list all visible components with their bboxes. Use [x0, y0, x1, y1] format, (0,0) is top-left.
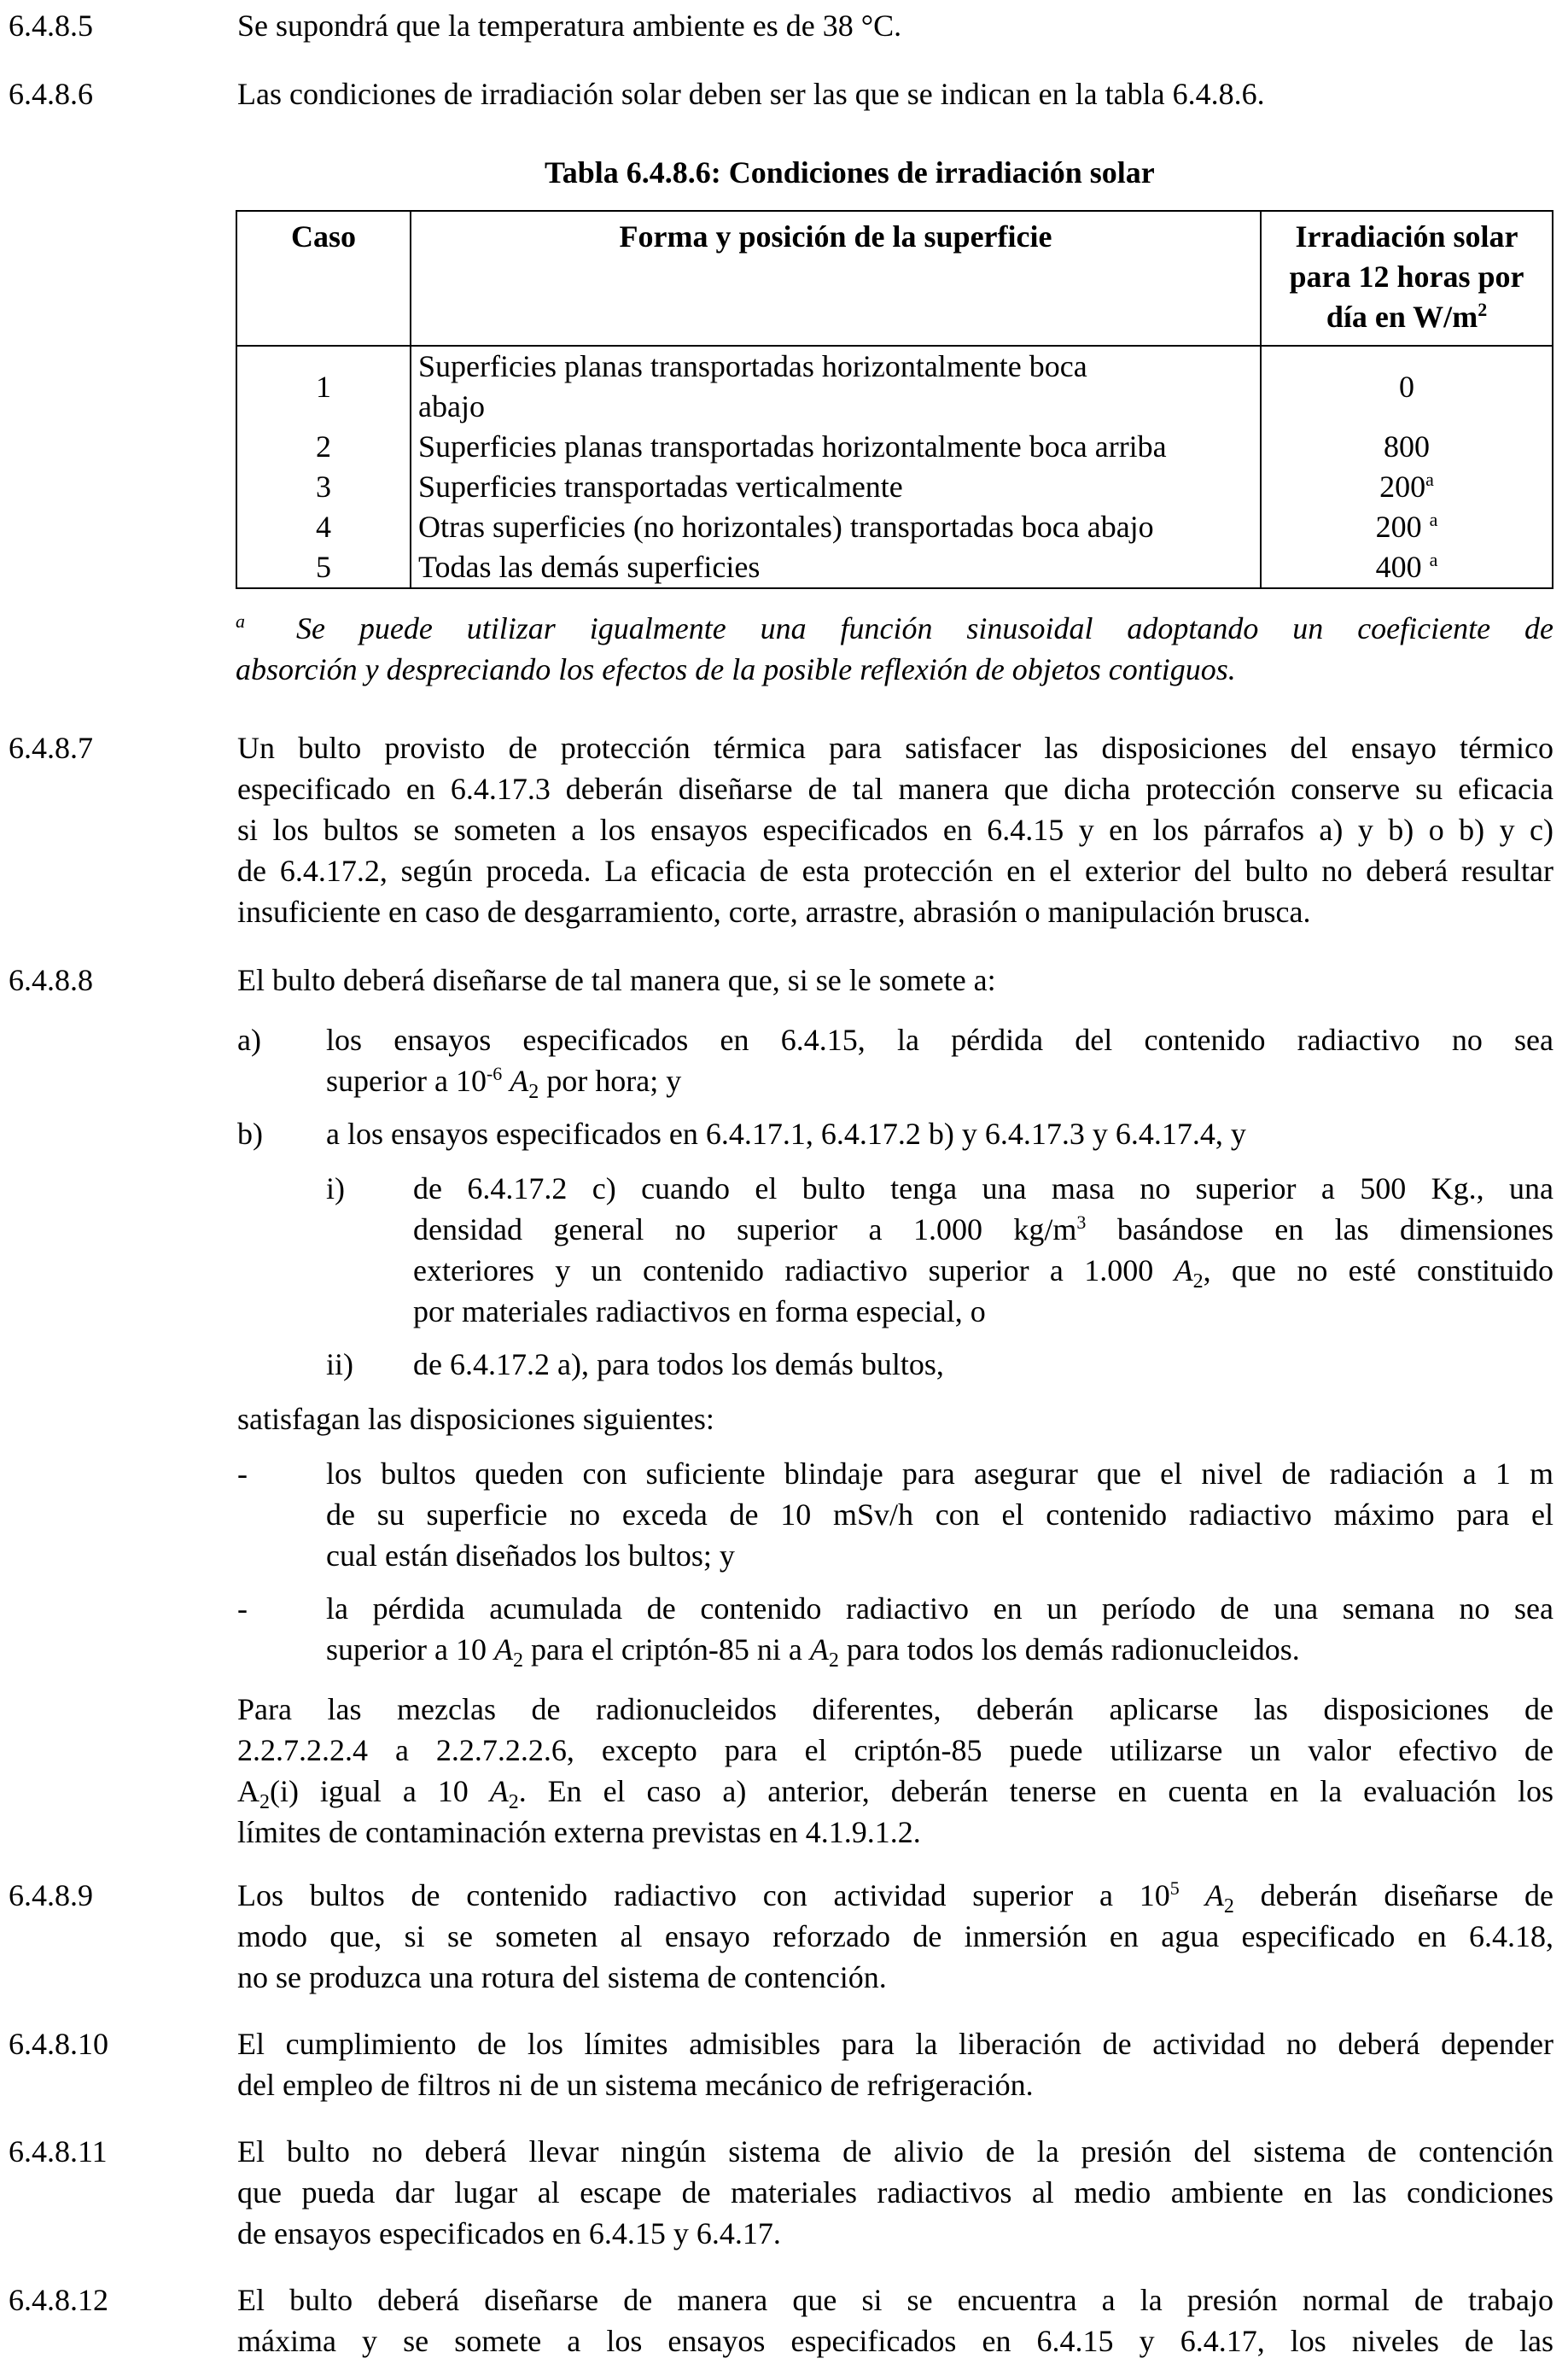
- paragraph-line: Se supondrá que la temperatura ambiente es de 38 °C.: [237, 9, 902, 43]
- paragraph-line: si los bultos se someten a los ensayos especificados en 6.4.15 y en los párrafos a) y b) o b) y c): [237, 813, 1553, 847]
- table-header-row: [236, 211, 1553, 346]
- section-number: 6.4.8.12: [9, 2283, 108, 2317]
- section-number: 6.4.8.9: [9, 1878, 93, 1912]
- table-row: [236, 467, 1553, 507]
- table-row: [236, 547, 1553, 588]
- item-line: los ensayos especificados en 6.4.15, la pérdida del contenido radiactivo no sea: [326, 1023, 1553, 1057]
- row-caso: 1: [236, 346, 411, 427]
- row-caso: 3: [236, 467, 411, 507]
- header-caso: Caso: [236, 211, 411, 346]
- item-label: a): [237, 1023, 261, 1057]
- row-forma: [411, 346, 1261, 427]
- item-line: por materiales radiactivos en forma especial, o: [413, 1294, 986, 1328]
- item-line: de 6.4.17.2 a), para todos los demás bultos,: [413, 1347, 944, 1381]
- paragraph-line: que pueda dar lugar al escape de materiales radiactivos al medio ambiente en las condiciones: [237, 2175, 1553, 2209]
- paragraph-line: de 6.4.17.2, según proceda. La eficacia de esta protección en el exterior del bulto no deberá resultar: [237, 854, 1553, 888]
- dash-marker: -: [237, 1591, 248, 1626]
- item-line: superior a $10^{-6}$ $A_2$ por hora; y: [326, 1063, 682, 1104]
- row-value-cell: [1261, 507, 1553, 547]
- section-number: 6.4.8.10: [9, 2027, 108, 2061]
- row-value: 400: [1375, 550, 1430, 584]
- table-title: Tabla 6.4.8.6: Condiciones de irradiación solar: [545, 155, 1155, 190]
- header-irradiacion-line1: Irradiación solar: [1295, 219, 1518, 254]
- row-forma: Otras superficies (no horizontales) transportadas boca abajo: [411, 507, 1261, 547]
- row-forma-line1: Superficies planas transportadas horizontalmente boca: [418, 349, 1087, 383]
- item-line: densidad general no superior a 1.000 $kg/m^3$ basándose en las dimensiones: [413, 1211, 1554, 1246]
- item-line: de su superficie no exceda de 10 mSv/h con el contenido radiactivo máximo para el: [326, 1497, 1553, 1532]
- section-number: 6.4.8.8: [9, 963, 93, 997]
- item-line: los bultos queden con suficiente blindaje para asegurar que el nivel de radiación a 1 m: [326, 1456, 1553, 1491]
- dash-marker: -: [237, 1456, 248, 1491]
- row-note: a: [1429, 509, 1438, 530]
- paragraph-line: El bulto no deberá llevar ningún sistema de alivio de la presión del sistema de contención: [237, 2134, 1553, 2169]
- row-caso: 4: [236, 507, 411, 547]
- header-unit-superscript: 2: [1478, 299, 1488, 320]
- paragraph-line: El bulto deberá diseñarse de manera que si se encuentra a la presión normal de trabajo: [237, 2283, 1553, 2317]
- row-value: 200: [1375, 510, 1430, 544]
- item-label: b): [237, 1117, 263, 1151]
- row-caso: 5: [236, 547, 411, 588]
- header-irradiacion: [1261, 211, 1553, 346]
- paragraph-line: Los bultos de contenido radiactivo con actividad superior a $10^5$ $A_2$ deberán diseñarse de: [237, 1877, 1554, 1918]
- section-number: 6.4.8.11: [9, 2134, 108, 2169]
- section-number: 6.4.8.5: [9, 9, 93, 43]
- paragraph-line: $A_2(i)$ igual a 10 $A_2$. En el caso a) anterior, deberán tenerse en cuenta en la evaluación los: [237, 1774, 1553, 1814]
- row-note: a: [1429, 549, 1438, 570]
- paragraph-line: El cumplimiento de los límites admisibles para la liberación de actividad no deberá depender: [237, 2027, 1553, 2061]
- row-value-cell: [1261, 467, 1553, 507]
- solar-irradiation-table: [236, 210, 1553, 589]
- item-line: de 6.4.17.2 c) cuando el bulto tenga una masa no superior a 500 Kg., una: [413, 1171, 1553, 1205]
- paragraph-line: del empleo de filtros ni de un sistema mecánico de refrigeración.: [237, 2068, 1034, 2102]
- paragraph-line: El bulto deberá diseñarse de tal manera que, si se le somete a:: [237, 963, 996, 997]
- item-label: i): [326, 1171, 345, 1205]
- table-row: [236, 427, 1553, 467]
- header-irradiacion-line3: día en W/m: [1326, 300, 1478, 334]
- footnote-text: Se puede utilizar igualmente una función sinusoidal adoptando un coeficiente de: [296, 611, 1553, 645]
- table-footnote: [236, 608, 1553, 690]
- header-forma: Forma y posición de la superficie: [411, 211, 1261, 346]
- header-irradiacion-line2: para 12 horas por: [1289, 260, 1524, 294]
- table-row: [236, 346, 1553, 427]
- row-value: 0: [1261, 346, 1553, 427]
- section-number: 6.4.8.6: [9, 77, 93, 111]
- paragraph-line: satisfagan las disposiciones siguientes:: [237, 1402, 714, 1436]
- row-forma: Superficies planas transportadas horizontalmente boca arriba: [411, 427, 1261, 467]
- paragraph-line: Un bulto provisto de protección térmica para satisfacer las disposiciones del ensayo térmico: [237, 731, 1553, 765]
- item-line: la pérdida acumulada de contenido radiactivo en un período de una semana no sea: [326, 1591, 1553, 1626]
- row-forma-line2: abajo: [418, 389, 485, 423]
- paragraph-line: límites de contaminación externa previstas en 4.1.9.1.2.: [237, 1815, 921, 1849]
- item-line: a los ensayos especificados en 6.4.17.1, 6.4.17.2 b) y 6.4.17.3 y 6.4.17.4, y: [326, 1117, 1246, 1151]
- paragraph-line: Para las mezclas de radionucleidos diferentes, deberán aplicarse las disposiciones de: [237, 1692, 1553, 1726]
- row-caso: 2: [236, 427, 411, 467]
- table-row: [236, 507, 1553, 547]
- paragraph-line: 2.2.7.2.2.4 a 2.2.7.2.2.6, excepto para el criptón-85 puede utilizarse un valor efectivo de: [237, 1733, 1553, 1767]
- footnote-marker: a: [236, 610, 245, 632]
- item-line: exteriores y un contenido radiactivo superior a 1.000 $A_2$, que no esté constituido: [413, 1253, 1553, 1293]
- row-forma: Todas las demás superficies: [411, 547, 1261, 588]
- item-label: ii): [326, 1347, 353, 1381]
- paragraph-line: de ensayos especificados en 6.4.15 y 6.4.17.: [237, 2216, 781, 2250]
- item-line: superior a 10 $A_2$ para el criptón-85 ni a $A_2$ para todos los demás radionucleidos.: [326, 1632, 1300, 1672]
- row-note: a: [1425, 469, 1434, 490]
- row-value-cell: [1261, 547, 1553, 588]
- footnote-line: absorción y despreciando los efectos de la posible reflexión de objetos contiguos.: [236, 652, 1236, 686]
- item-line: cual están diseñados los bultos; y: [326, 1538, 735, 1573]
- paragraph-line: Las condiciones de irradiación solar deben ser las que se indican en la tabla 6.4.8.6.: [237, 77, 1265, 111]
- paragraph-line: modo que, si se someten al ensayo reforzado de inmersión en agua especificado en 6.4.18,: [237, 1919, 1553, 1953]
- footnote-line: [236, 608, 1553, 649]
- row-value: 200: [1379, 470, 1426, 504]
- row-value: 800: [1261, 427, 1553, 467]
- paragraph-line: insuficiente en caso de desgarramiento, corte, arrastre, abrasión o manipulación brusca.: [237, 895, 1311, 929]
- paragraph-line: máxima y se somete a los ensayos especificados en 6.4.15 y 6.4.17, los niveles de las: [237, 2324, 1553, 2358]
- paragraph-line: especificado en 6.4.17.3 deberán diseñarse de tal manera que dicha protección conserve su eficacia: [237, 772, 1553, 806]
- section-number: 6.4.8.7: [9, 731, 93, 765]
- paragraph-line: no se produzca una rotura del sistema de contención.: [237, 1960, 887, 1994]
- row-forma: Superficies transportadas verticalmente: [411, 467, 1261, 507]
